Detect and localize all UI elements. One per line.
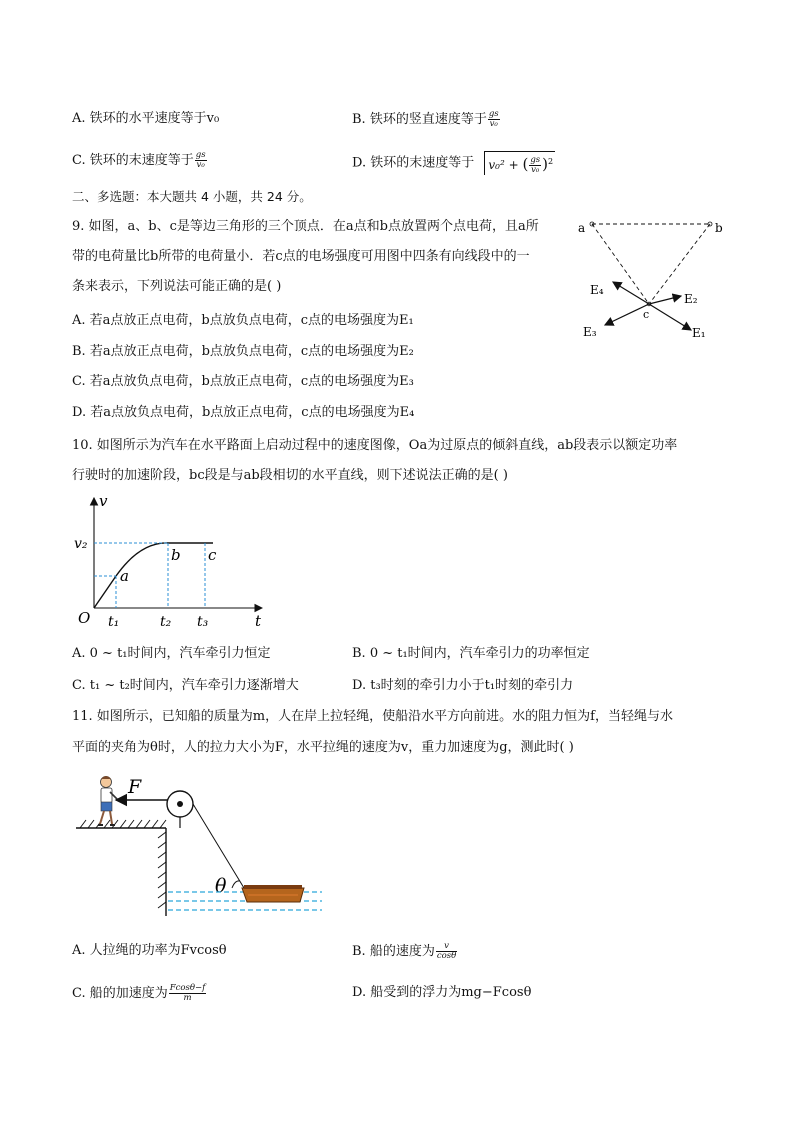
- q8-option-b-fraction: $\frac{gs}{\text{v₀}}$: [488, 109, 499, 129]
- label-origin: O: [78, 609, 91, 627]
- label-e4: E₄: [590, 283, 604, 297]
- label-t1: t₁: [108, 614, 120, 630]
- q11-option-c-text: C. 船的加速度为: [72, 986, 168, 1001]
- q10-option-a: A. 0 ~ t₁时间内，汽车牵引力恒定: [72, 646, 271, 661]
- q9-figure: [575, 212, 735, 342]
- q11-option-a: A. 人拉绳的功率为Fvcosθ: [72, 943, 227, 958]
- label-b: b: [715, 221, 723, 235]
- q8-option-c-text: C. 铁环的末速度等于: [72, 153, 194, 168]
- q9-stem-line2: 带的电荷量比b所带的电荷量小．若c点的电场强度可用图中四条有向线段中的一: [72, 249, 530, 264]
- velocity-curve: [94, 543, 213, 608]
- q10-option-d: D. t₃时刻的牵引力小于t₁时刻的牵引力: [352, 678, 574, 693]
- label-a: a: [120, 567, 129, 585]
- q10-stem-line2: 行驶时的加速阶段，bc段是与ab段相切的水平直线，则下述说法正确的是( ): [72, 468, 508, 483]
- q9-option-c: C. 若a点放负点电荷，b点放正点电荷，c点的电场强度为E₃: [72, 374, 414, 389]
- q8-option-b-text: B. 铁环的竖直速度等于: [352, 112, 487, 127]
- label-c: c: [208, 546, 217, 564]
- q9-stem-line3: 条来表示，下列说法可能正确的是( ): [72, 279, 282, 294]
- q11-option-b-text: B. 船的速度为: [352, 944, 435, 959]
- bank-hatching: [80, 820, 166, 828]
- q9-stem-line1: 9. 如图，a、b、c是等边三角形的三个顶点．在a点和b点放置两个点电荷，且a所: [72, 219, 539, 234]
- q10-option-c: C. t₁ ~ t₂时间内，汽车牵引力逐渐增大: [72, 678, 299, 693]
- label-c: c: [643, 308, 650, 321]
- q11-option-c-fraction: $\frac{Fcos\theta-f}{m}$: [169, 983, 206, 1003]
- q8-option-c: [72, 151, 208, 170]
- label-v2: v₂: [74, 536, 88, 552]
- label-t2: t₂: [160, 614, 172, 630]
- q11-option-d: D. 船受到的浮力为mg−Fcosθ: [352, 985, 532, 1000]
- label-t: t: [255, 612, 262, 630]
- q9-option-b: B. 若a点放正点电荷，b点放负点电荷，c点的电场强度为E₂: [72, 344, 414, 359]
- q9-option-a: A. 若a点放正点电荷，b点放负点电荷，c点的电场强度为E₁: [72, 313, 414, 328]
- vector-e1: [649, 304, 691, 330]
- label-e3: E₃: [583, 325, 597, 339]
- wall-hatching: [158, 832, 166, 908]
- label-e1: E₁: [692, 326, 706, 340]
- q11-option-c: [72, 984, 207, 1003]
- label-e2: E₂: [684, 292, 698, 306]
- q8-option-d-text: D. 铁环的末速度等于: [352, 155, 475, 171]
- q11-option-b: [352, 942, 458, 961]
- label-a: a: [578, 221, 586, 235]
- q11-stem-line2: 平面的夹角为θ时，人的拉力大小为F，水平拉绳的速度为v，重力加速度为g，测此时( ): [72, 740, 574, 755]
- pulley-axle: [177, 801, 183, 807]
- q11-stem-line1: 11. 如图所示，已知船的质量为m，人在岸上拉轻绳，使船沿水平方向前进。水的阻力恒为f，当轻绳与水: [72, 709, 673, 724]
- q8-option-c-fraction: $\frac{gs}{\text{v₀}}$: [195, 150, 206, 170]
- section-heading: 二、多选题：本大题共 4 小题，共 24 分。: [72, 189, 312, 204]
- triangle-edge-bc: [649, 224, 710, 304]
- q8-option-d-radical: v₀² + ( $\frac{gs}{\text{v₀}}$ )$^2$: [484, 151, 555, 175]
- q10-stem-line1: 10. 如图所示为汽车在水平路面上启动过程中的速度图像，Oa为过原点的倾斜直线，ab段表示以额定功率: [72, 438, 678, 453]
- label-force: F: [128, 776, 142, 798]
- q11-figure: [72, 768, 332, 920]
- angle-arc: [232, 881, 240, 888]
- label-b: b: [171, 546, 181, 564]
- label-v: v: [99, 492, 108, 510]
- q10-figure: [70, 490, 280, 635]
- label-theta: θ: [215, 875, 227, 897]
- q8-option-a: A. 铁环的水平速度等于v₀: [72, 111, 220, 126]
- q11-option-b-fraction: $\frac{v}{\cos\theta}$: [436, 941, 457, 961]
- q8-option-b: [352, 110, 501, 129]
- vector-e4: [613, 282, 649, 304]
- person: [98, 776, 118, 825]
- label-t3: t₃: [197, 614, 209, 630]
- q9-option-d: D. 若a点放负点电荷，b点放正点电荷，c点的电场强度为E₄: [72, 405, 415, 420]
- q8-option-d: [352, 151, 555, 175]
- q10-option-b: B. 0 ~ t₁时间内，汽车牵引力的功率恒定: [352, 646, 590, 661]
- boat: [242, 885, 304, 902]
